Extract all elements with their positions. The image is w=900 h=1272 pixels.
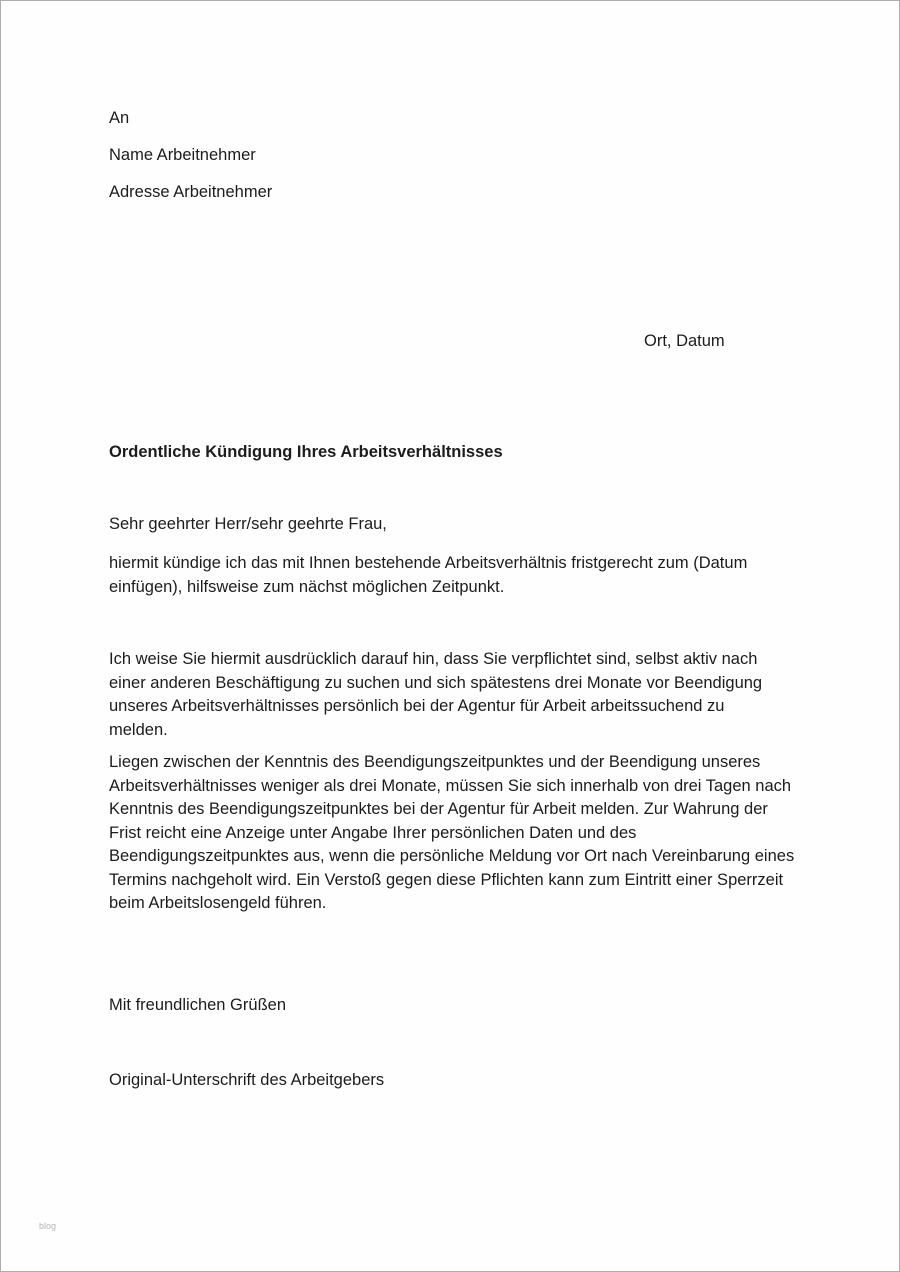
recipient-address: Adresse Arbeitnehmer — [109, 183, 273, 201]
place-date-line: Ort, Datum — [644, 332, 725, 350]
body-paragraph-3: Liegen zwischen der Kenntnis des Beendigungszeitpunktes und der Beendigung unseres Arbeitsverhältnisses weniger als drei Monate, müssen Sie sich innerhalb von drei Tagen nach Kenntnis des Beendigungszeitpunktes bei der Agentur für Arbeit melden. Zur Wahrung der Frist reicht eine Anzeige unter Angabe Ihrer persönlichen Daten und des Beendigungszeitpunktes aus, wenn die persönliche Meldung vor Ort nach Vereinbarung eines Termins nachgeholt wird. Ein Verstoß gegen diese Pflichten kann zum Eintritt einer Sperrzeit beim Arbeitslosengeld führen. — [109, 753, 799, 912]
signature-line: Original-Unterschrift des Arbeitgebers — [109, 1071, 385, 1089]
salutation: Sehr geehrter Herr/sehr geehrte Frau, — [109, 515, 387, 533]
body-paragraph-1: hiermit kündige ich das mit Ihnen bestehende Arbeitsverhältnis fristgerecht zum (Datum einfügen), hilfsweise zum nächst möglichen Zeitpunkt. — [109, 554, 752, 596]
watermark-text: blog — [39, 1221, 57, 1231]
closing-line: Mit freundlichen Grüßen — [109, 996, 286, 1014]
recipient-name: Name Arbeitnehmer — [109, 146, 256, 164]
body-paragraph-2: Ich weise Sie hiermit ausdrücklich darauf hin, dass Sie verpflichtet sind, selbst aktiv nach einer anderen Beschäftigung zu suchen und sich spätestens drei Monate vor Beendigung unseres Arbeitsverhältnisses persönlich bei der Agentur für Arbeit arbeitssuchend zu melden. — [109, 650, 767, 739]
recipient-prefix: An — [109, 109, 130, 127]
subject-line: Ordentliche Kündigung Ihres Arbeitsverhältnisses — [109, 443, 503, 461]
